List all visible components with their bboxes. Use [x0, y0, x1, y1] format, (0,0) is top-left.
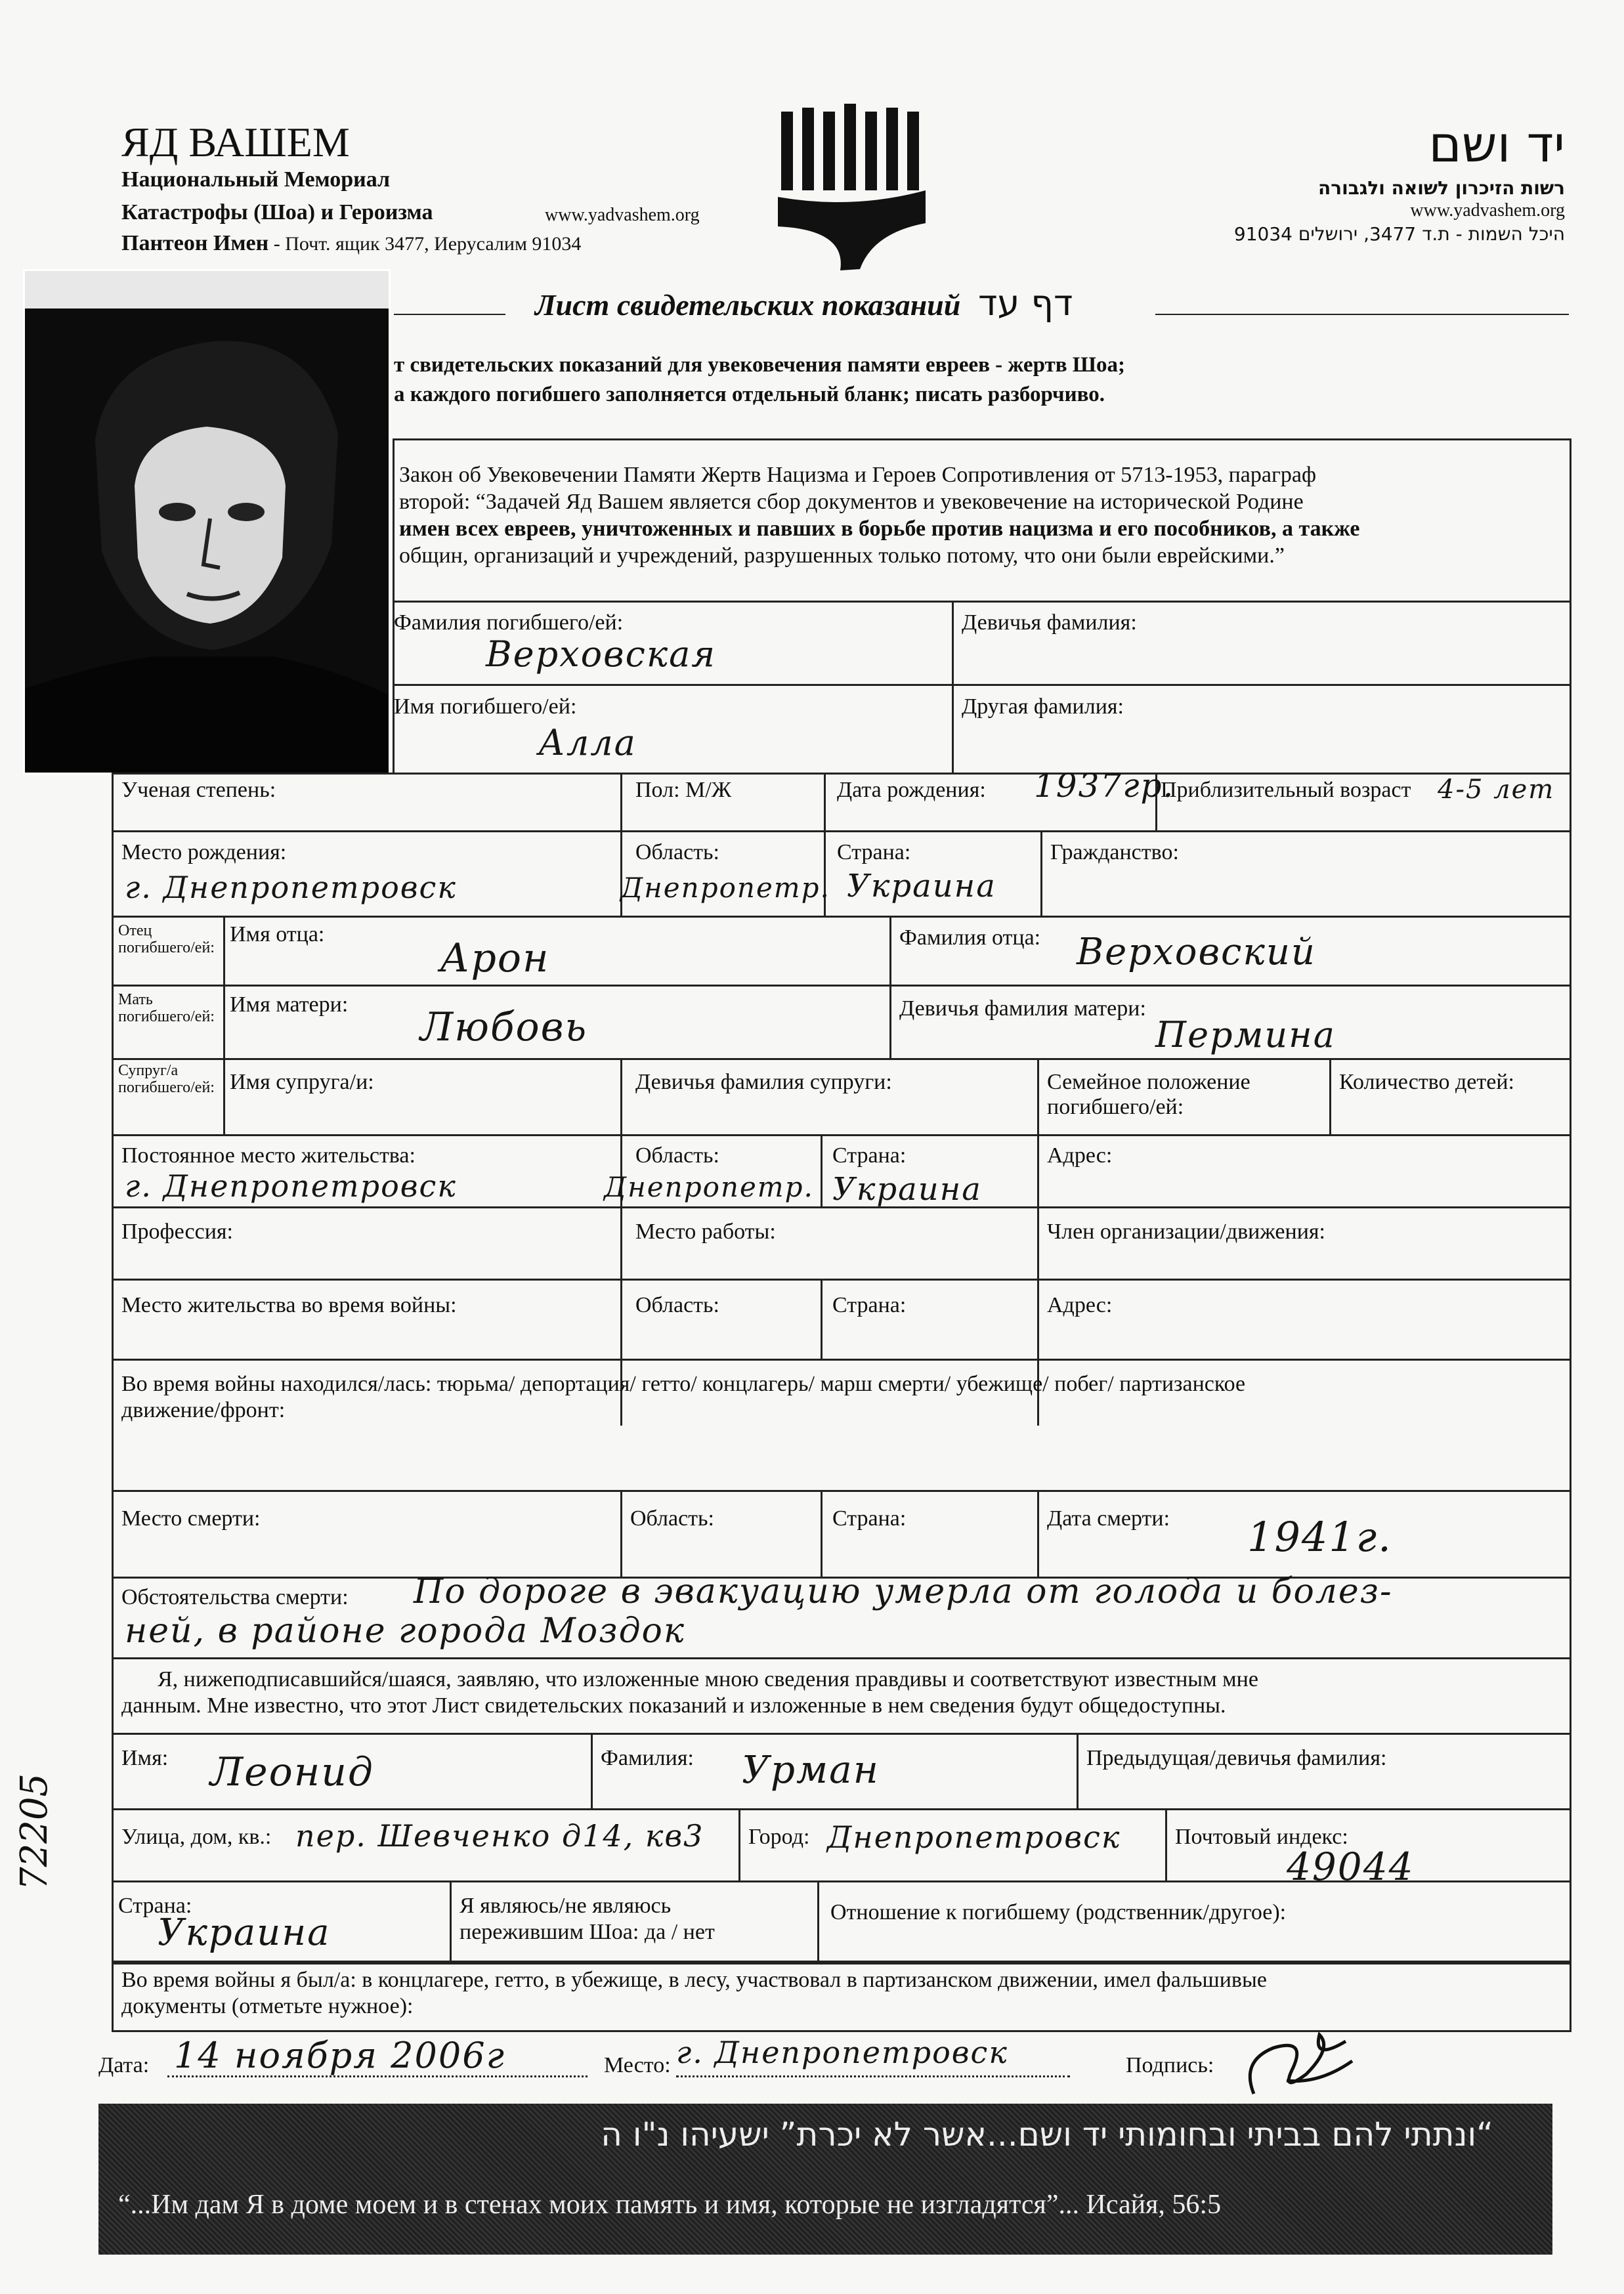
- declaration-line2: данным. Мне известно, что этот Лист свидетельских показаний и изложенные в нем сведения будут общедоступны.: [121, 1693, 1226, 1718]
- death-div3: [1037, 1490, 1039, 1577]
- war-country-label: Страна:: [832, 1293, 907, 1317]
- residence-label: Постоянное место жительства:: [121, 1143, 416, 1168]
- submitter-war-label1: Во время войны я был/а: в концлагере, гетто, в убежище, в лесу, участвовал в партизанском движении, имел фальшивые: [121, 1968, 1267, 1992]
- header-line2-ru: Катастрофы (Шоа) и Героизма: [121, 200, 433, 224]
- sign-label: Подпись:: [1126, 2053, 1214, 2077]
- footer-banner: [98, 2104, 1552, 2255]
- residence-address-label: Адрес:: [1047, 1143, 1113, 1168]
- war-residence-label: Место жительства во время войны:: [121, 1293, 457, 1317]
- header-line3-bold: Пантеон Имен: [121, 231, 269, 255]
- law-line2: второй: “Задачей Яд Вашем является сбор документов и увековечение на исторической Родине: [399, 490, 1304, 514]
- birth-place-value[interactable]: г. Днепропетровск: [125, 870, 457, 905]
- residence-country-label: Страна:: [832, 1143, 907, 1168]
- header-line3-he: היכל השמות - ת.ד 3477, ירושלים 91034: [1233, 223, 1565, 245]
- birth-place-label: Место рождения:: [121, 840, 287, 864]
- header-line3-ru: [121, 231, 581, 256]
- row1-bottom: [112, 830, 1571, 832]
- submitter-surname-value[interactable]: Урман: [742, 1747, 880, 1792]
- law-line4: общин, организаций и учреждений, разрушенных только потому, что они были еврейскими.”: [399, 543, 1285, 568]
- city-label: Город:: [748, 1825, 810, 1849]
- mother-maiden-label: Девичья фамилия матери:: [899, 996, 1146, 1021]
- portrait-image: [23, 269, 391, 775]
- father-bottom: [112, 985, 1571, 987]
- place-label: Место:: [604, 2053, 671, 2077]
- war-status-bottom: [112, 1490, 1571, 1492]
- death-place-label: Место смерти:: [121, 1506, 261, 1531]
- title-line-left: [394, 314, 505, 315]
- signature-icon[interactable]: [1234, 2022, 1365, 2107]
- mother-name-label: Имя матери:: [230, 992, 349, 1017]
- footer-ru: “...Им дам Я в доме моем и в стенах моих память и имя, которые не изгладятся”... Исайя, 56:5: [118, 2190, 1222, 2220]
- residence-country-value[interactable]: Украина: [832, 1171, 982, 1208]
- zip-label: Почтовый индекс:: [1175, 1825, 1348, 1849]
- street-div2: [1165, 1808, 1167, 1880]
- submitter-div1: [591, 1733, 593, 1808]
- side-column: [223, 916, 225, 1136]
- law-line3: имен всех евреев, уничтоженных и павших в борьбе против нацизма и его пособников, а также: [399, 517, 1360, 541]
- side-number: 72205: [13, 1773, 56, 1890]
- sex-label: Пол: М/Ж: [635, 778, 732, 802]
- submitter-div2: [1077, 1733, 1079, 1808]
- approx-age-label: Приблизительный возраст: [1161, 778, 1411, 802]
- birth-country-label: Страна:: [837, 840, 911, 864]
- father-name-value[interactable]: Арон: [440, 935, 550, 981]
- form-title-he: דף עד: [978, 282, 1073, 324]
- birth-region-value[interactable]: Днепропетр.: [620, 872, 830, 904]
- workplace-label: Место работы:: [635, 1220, 776, 1244]
- footer-he: “ונתתי להם בביתי ובחומותי יד ושם...אשר לא יכרת” ישעיהו נ"ו ה: [601, 2115, 1493, 2154]
- maiden-label: Девичья фамилия:: [962, 610, 1137, 635]
- death-country-label: Страна:: [832, 1506, 907, 1531]
- intro-line1: т свидетельских показаний для увековечения памяти евреев - жертв Шоа;: [394, 353, 1125, 377]
- birth-region-label: Область:: [635, 840, 719, 864]
- survivor-label1: Я являюсь/не являюсь: [459, 1894, 672, 1918]
- residence-region-value[interactable]: Днепропетр.: [604, 1171, 814, 1203]
- intro-line2: а каждого погибшего заполняется отдельный бланк; писать разборчиво.: [394, 383, 1105, 406]
- date-label: Дата:: [98, 2053, 150, 2077]
- circumstances-value2[interactable]: ней, в районе города Моздок: [125, 1611, 685, 1651]
- mother-div: [889, 985, 891, 1058]
- victim-photo: [23, 269, 391, 775]
- member-label: Член организации/движения:: [1047, 1220, 1325, 1244]
- submitter-country-value[interactable]: Украина: [158, 1911, 331, 1954]
- header-line1-he: רשות הזיכרון לשואה ולגבורה: [1318, 177, 1565, 199]
- mother-name-value[interactable]: Любовь: [420, 1004, 588, 1050]
- spouse-div2: [1037, 1058, 1039, 1426]
- war-address-label: Адрес:: [1047, 1293, 1113, 1317]
- death-div1: [620, 1490, 622, 1577]
- declaration-bottom: [112, 1733, 1571, 1735]
- profession-label: Профессия:: [121, 1220, 233, 1244]
- place-underline: [676, 2075, 1070, 2077]
- name-label: Имя погибшего/ей:: [394, 694, 577, 719]
- spouse-div1: [620, 1058, 622, 1426]
- country-div1: [450, 1880, 452, 1963]
- mother-bottom: [112, 1058, 1571, 1060]
- row2-bottom: [112, 916, 1571, 918]
- spouse-side-label: Супруг/а погибшего/ей:: [118, 1062, 215, 1096]
- circumstances-value1[interactable]: По дороге в эвакуацию умерла от голода и болез-: [414, 1572, 1393, 1611]
- place-value[interactable]: г. Днепропетровск: [676, 2035, 1008, 2070]
- war-region-label: Область:: [635, 1293, 719, 1317]
- war-status-label2: движение/фронт:: [121, 1398, 286, 1422]
- submitter-name-value[interactable]: Леонид: [210, 1749, 374, 1795]
- residence-region-label: Область:: [635, 1143, 719, 1168]
- header-org-he: יד ושם: [1428, 115, 1565, 173]
- circumstances-bottom: [112, 1657, 1571, 1659]
- header-line1-ru: Национальный Мемориал: [121, 167, 391, 192]
- mother-maiden-value[interactable]: Пермина: [1155, 1014, 1336, 1055]
- spouse-name-label: Имя супруга/и:: [230, 1070, 374, 1094]
- father-side-label: Отец погибшего/ей:: [118, 922, 215, 956]
- submitter-war-label2: документы (отметьте нужное):: [121, 1994, 414, 2018]
- residence-div: [821, 1134, 823, 1206]
- war-res-bottom: [112, 1359, 1571, 1361]
- header-line3-rest: - Почт. ящик 3477, Иерусалим 91034: [268, 233, 582, 255]
- submitter-surname-label: Фамилия:: [601, 1746, 694, 1770]
- header-org-ru: ЯД ВАШЕМ: [121, 119, 350, 165]
- war-status-label: Во время войны находился/лась: тюрьма/ депортация/ гетто/ концлагерь/ марш смерти/ убежище/ побег/ партизанское: [121, 1372, 1246, 1396]
- death-date-value[interactable]: 1941г.: [1247, 1513, 1392, 1561]
- citizenship-label: Гражданство:: [1050, 840, 1179, 864]
- birth-country-value[interactable]: Украина: [847, 868, 996, 904]
- yad-vashem-logo-icon: [775, 98, 932, 282]
- father-div: [889, 916, 891, 986]
- death-region-label: Область:: [630, 1506, 714, 1531]
- header-url-left: www.yadvashem.org: [545, 205, 700, 225]
- death-div2: [821, 1490, 823, 1577]
- street-value[interactable]: пер. Шевченко д14, кв3: [295, 1818, 704, 1854]
- surname-value[interactable]: Верховская: [486, 633, 717, 675]
- residence-value[interactable]: г. Днепропетровск: [125, 1168, 457, 1204]
- date-value[interactable]: 14 ноября 2006г: [174, 2035, 505, 2076]
- street-label: Улица, дом, кв.:: [121, 1825, 272, 1849]
- declaration-line1: Я, нижеподписавшийся/шаяся, заявляю, что изложенные мною сведения правдивы и соответствуют известным мне: [158, 1667, 1258, 1691]
- spouse-maiden-label: Девичья фамилия супруги:: [635, 1070, 892, 1094]
- spouse-bottom: [112, 1134, 1571, 1136]
- mother-side-label: Мать погибшего/ей:: [118, 991, 215, 1025]
- submitter-name-label: Имя:: [121, 1746, 169, 1770]
- date-underline: [167, 2075, 588, 2077]
- submitter-country-label: Страна:: [118, 1894, 192, 1918]
- death-date-label: Дата смерти:: [1047, 1506, 1170, 1531]
- approx-age-value[interactable]: 4-5 лет: [1438, 775, 1555, 805]
- title-line-right: [1155, 314, 1569, 315]
- relation-label: Отношение к погибшему (родственник/другое):: [830, 1900, 1287, 1924]
- survivor-label2: пережившим Шоа: да / нет: [459, 1920, 715, 1944]
- profession-bottom: [112, 1279, 1571, 1281]
- submitter-prev-surname-label: Предыдущая/девичья фамилия:: [1086, 1746, 1387, 1770]
- row2-div3: [1040, 830, 1042, 917]
- street-div1: [738, 1808, 740, 1880]
- children-label: Количество детей:: [1339, 1070, 1514, 1094]
- surname-label: Фамилия погибшего/ей:: [394, 610, 624, 635]
- header-url-right: www.yadvashem.org: [1410, 200, 1565, 221]
- father-surname-value[interactable]: Верховский: [1077, 931, 1316, 973]
- law-line1: Закон об Увековечении Памяти Жертв Нацизма и Героев Сопротивления от 5713-1953, параграф: [399, 463, 1317, 487]
- circumstances-label: Обстоятельства смерти:: [121, 1585, 349, 1609]
- degree-label: Ученая степень:: [121, 778, 276, 802]
- city-value[interactable]: Днепропетровск: [827, 1819, 1121, 1855]
- zip-value[interactable]: 49044: [1287, 1844, 1415, 1889]
- war-res-div: [821, 1279, 823, 1359]
- other-surname-label: Другая фамилия:: [962, 694, 1124, 719]
- submitter-name-bottom: [112, 1808, 1571, 1810]
- birth-date-value[interactable]: 1937гр.: [1034, 767, 1175, 805]
- father-name-label: Имя отца:: [230, 922, 325, 946]
- birth-date-label: Дата рождения:: [837, 778, 986, 802]
- country-div2: [817, 1880, 819, 1963]
- father-surname-label: Фамилия отца:: [899, 925, 1041, 950]
- spouse-div3: [1329, 1058, 1331, 1136]
- marital-label: Семейное положение погибшего/ей:: [1047, 1070, 1250, 1119]
- form-title-ru: Лист свидетельских показаний: [535, 288, 961, 322]
- name-value[interactable]: Алла: [538, 722, 637, 763]
